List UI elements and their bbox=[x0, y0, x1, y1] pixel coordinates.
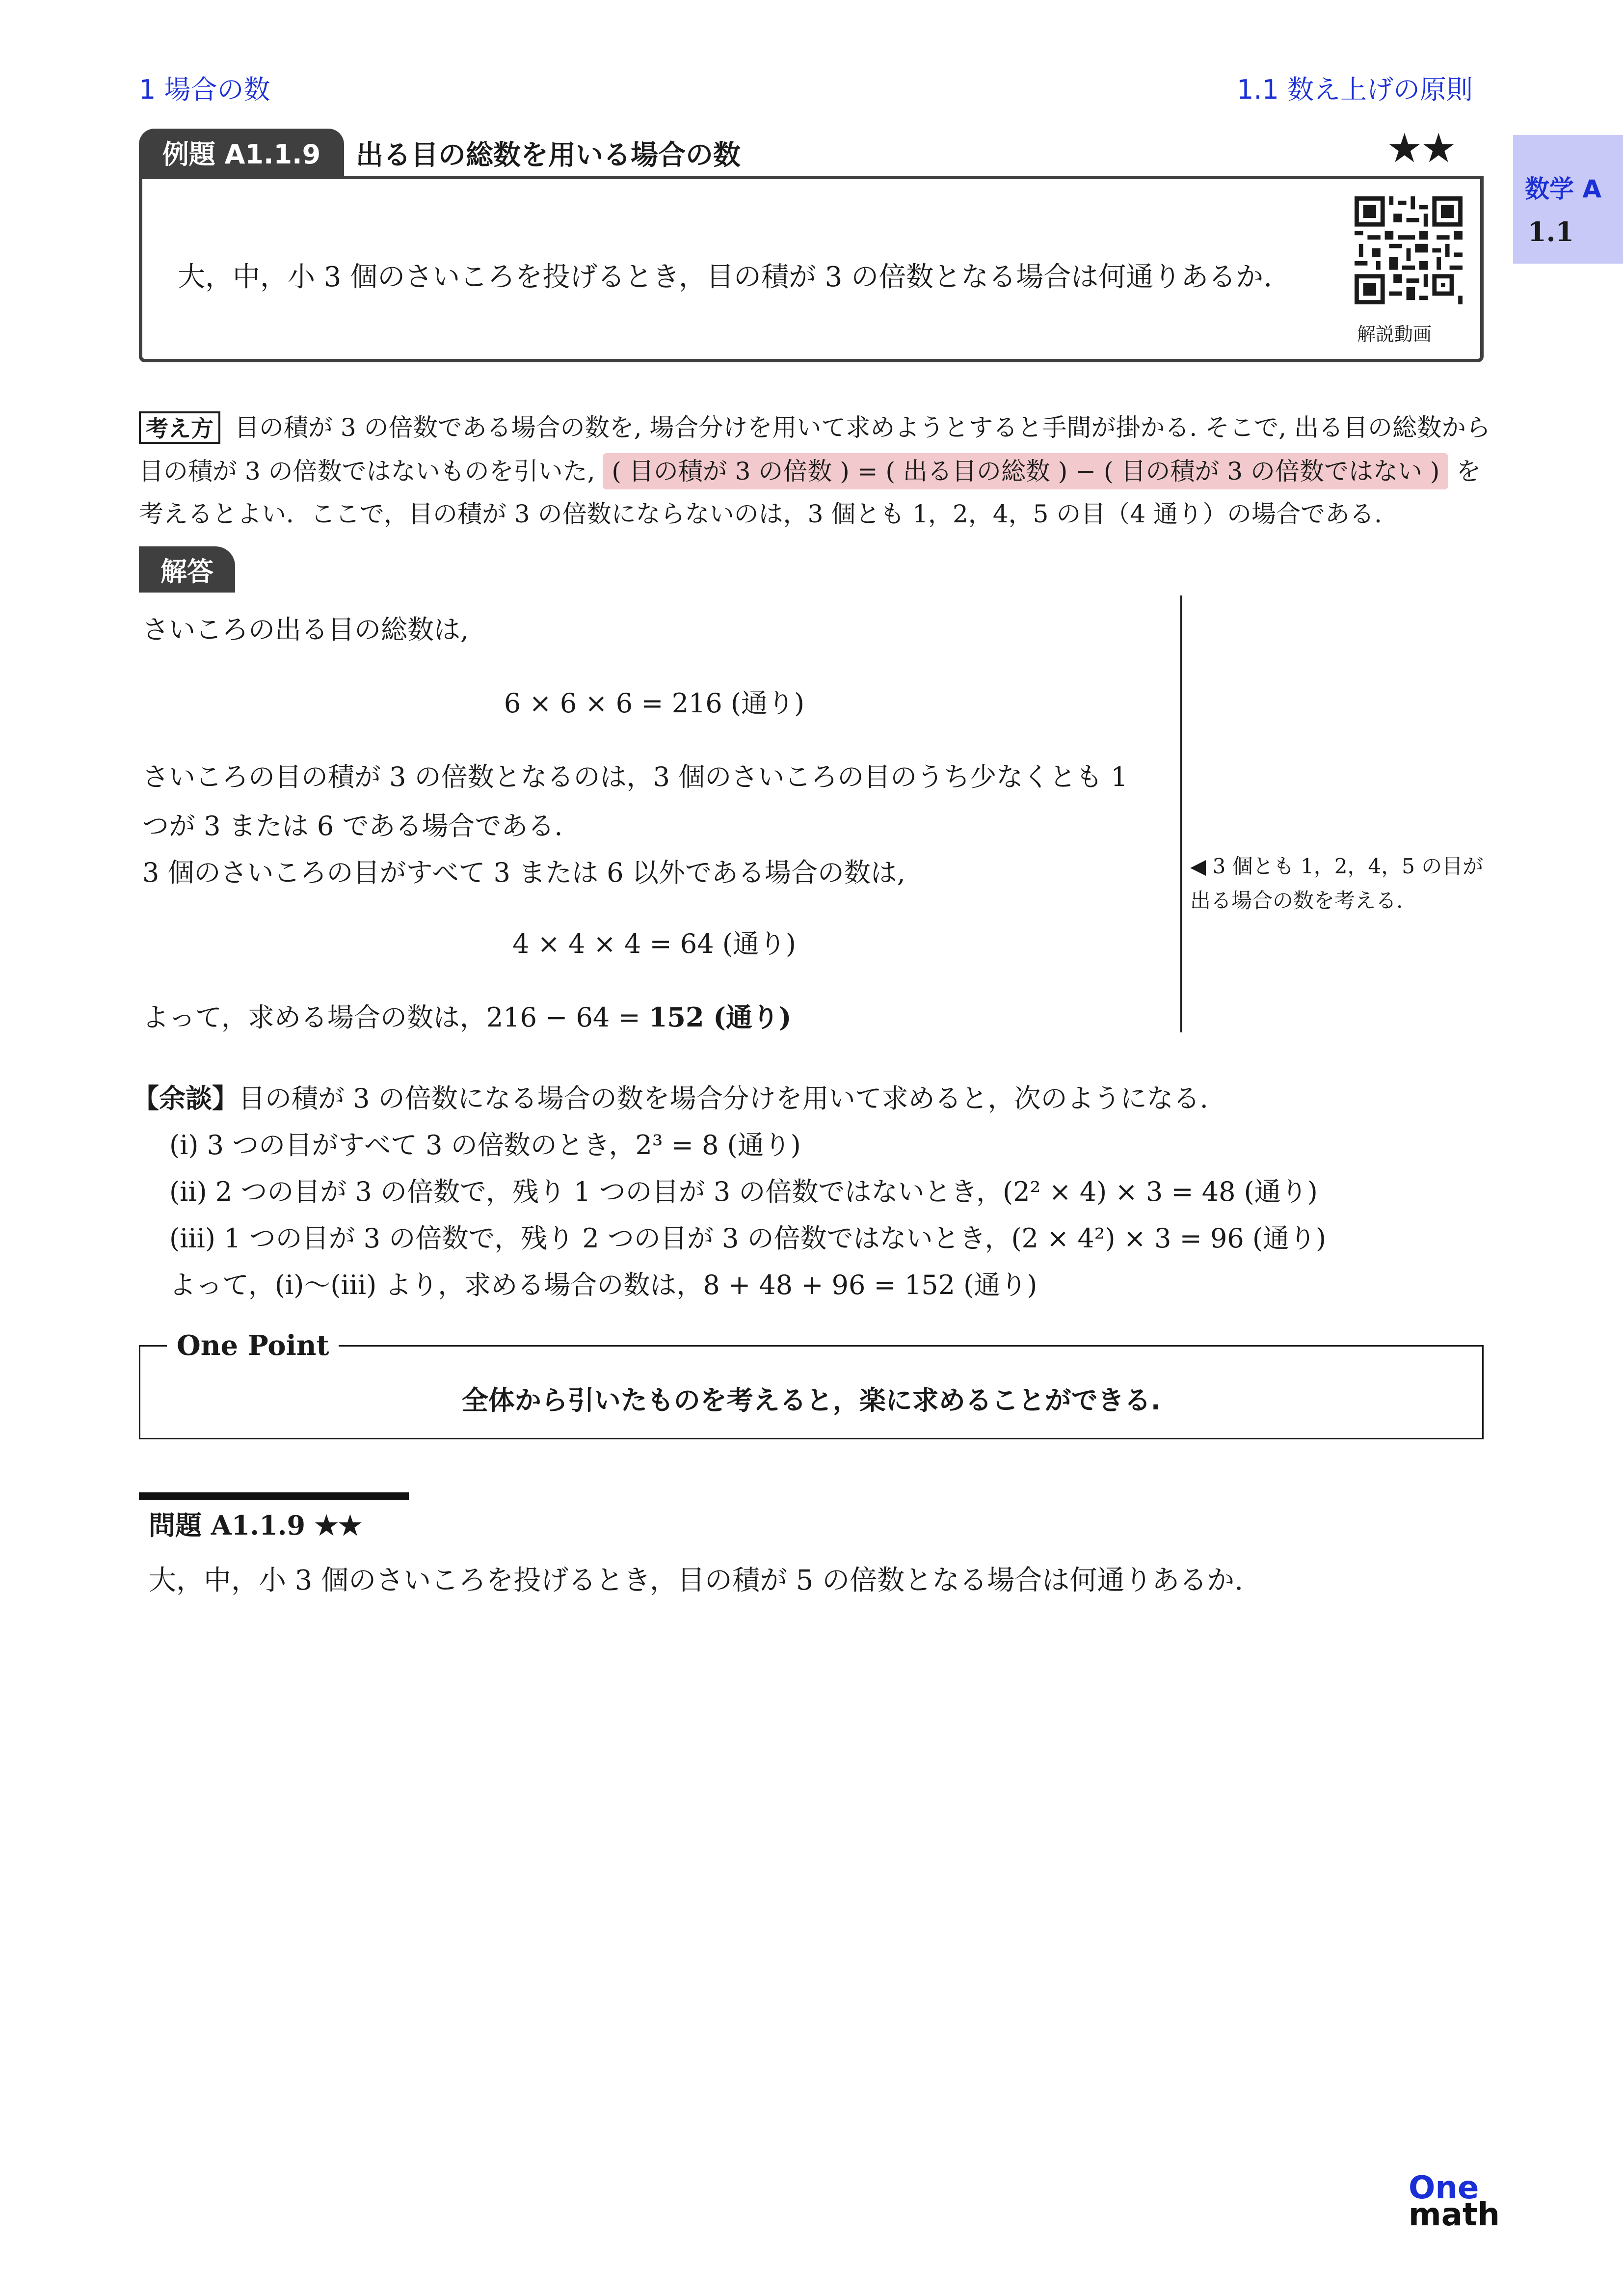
example-label: 例題 A1.1.9 bbox=[139, 129, 344, 176]
solution-line-3: つが 3 または 6 である場合である. bbox=[142, 810, 563, 841]
solution-line-2: さいころの目の積が 3 の倍数となるのは，3 個のさいころの目のうち少なくとも 1 bbox=[142, 761, 1128, 792]
aside-conclusion: よって，(i)〜(iii) より，求める場合の数は，8 + 48 + 96 = 152 (通り) bbox=[169, 1270, 1038, 1300]
qr-caption: 解説動画 bbox=[1357, 324, 1432, 345]
logo-line-2: math bbox=[1409, 2197, 1500, 2233]
solution-line-5-pre: よって，求める場合の数は，216 − 64 = bbox=[142, 1002, 649, 1033]
aside-intro-text: 目の積が 3 の倍数になる場合の数を場合分けを用いて求めると，次のようになる. bbox=[239, 1083, 1208, 1114]
approach-line-1: 目の積が 3 の倍数である場合の数を, 場合分けを用いて求めようとすると手間が掛かる. そこで, 出る目の総数から bbox=[235, 413, 1490, 442]
aside-label: 【余談】 bbox=[133, 1083, 239, 1114]
exercise-title: 問題 A1.1.9 ★★ bbox=[149, 1510, 362, 1541]
solution-line-1: さいころの出る目の総数は, bbox=[142, 614, 469, 645]
aside-intro bbox=[133, 1078, 1208, 1115]
margin-note-line-2: 出る場合の数を考える. bbox=[1190, 889, 1403, 913]
exercise-text: 大，中，小 3 個のさいころを投げるとき，目の積が 5 の倍数となる場合は何通りあるか. bbox=[149, 1565, 1244, 1596]
side-tab-section: 1.1 bbox=[1528, 216, 1574, 247]
solution-label: 解答 bbox=[139, 546, 235, 593]
approach-label: 考え方 bbox=[139, 411, 220, 444]
aside-case-2: (ii) 2 つの目が 3 の倍数で，残り 1 つの目が 3 の倍数ではないとき，(2² × 4) × 3 = 48 (通り) bbox=[169, 1176, 1318, 1207]
example-problem: 大，中，小 3 個のさいころを投げるとき，目の積が 3 の倍数となる場合は何通りあるか. bbox=[178, 261, 1273, 293]
aside-case-3: (iii) 1 つの目が 3 の倍数で，残り 2 つの目が 3 の倍数ではないとき，(2 × 4²) × 3 = 96 (通り) bbox=[169, 1223, 1327, 1254]
solution-eq-1: 6 × 6 × 6 = 216 (通り) bbox=[504, 688, 805, 719]
aside-case-1: (i) 3 つの目がすべて 3 の倍数のとき，2³ = 8 (通り) bbox=[169, 1130, 801, 1161]
approach-line-3: 考えるとよい．ここで，目の積が 3 の倍数にならないのは，3 個とも 1，2，4，5 の目（4 通り）の場合である. bbox=[139, 500, 1382, 528]
difficulty-stars: ★★ bbox=[1386, 125, 1455, 172]
margin-note bbox=[1190, 849, 1483, 918]
chapter-heading: 1 場合の数 bbox=[139, 74, 270, 105]
approach-formula: ( 目の積が 3 の倍数 ) = ( 出る目の総数 ) − ( 目の積が 3 の倍数ではない ) bbox=[603, 453, 1448, 489]
margin-divider bbox=[1180, 595, 1182, 1032]
logo-line-1: One bbox=[1409, 2170, 1479, 2206]
exercise-bar bbox=[139, 1492, 409, 1500]
approach-line-2-pre: 目の積が 3 の倍数ではないものを引いた, bbox=[139, 457, 603, 486]
solution-answer: 152 (通り) bbox=[648, 1001, 792, 1033]
margin-note-line-1: ◀ 3 個とも 1，2，4，5 の目が bbox=[1190, 854, 1484, 878]
example-title: 出る目の総数を用いる場合の数 bbox=[356, 139, 741, 171]
one-point-title: One Point bbox=[167, 1329, 339, 1362]
solution-line-5 bbox=[142, 997, 791, 1034]
solution-eq-2: 4 × 4 × 4 = 64 (通り) bbox=[512, 928, 796, 959]
side-tab-subject: 数学 A bbox=[1525, 175, 1602, 203]
qr-code-icon[interactable] bbox=[1355, 196, 1463, 304]
approach-line-2 bbox=[139, 454, 1481, 488]
side-tab bbox=[1513, 135, 1623, 264]
approach-line-2-post: を bbox=[1448, 457, 1481, 486]
solution-line-4: 3 個のさいころの目がすべて 3 または 6 以外である場合の数は, bbox=[142, 857, 905, 888]
section-heading: 1.1 数え上げの原則 bbox=[1237, 74, 1473, 105]
one-point-text: 全体から引いたものを考えると，楽に求めることができる. bbox=[461, 1385, 1161, 1416]
